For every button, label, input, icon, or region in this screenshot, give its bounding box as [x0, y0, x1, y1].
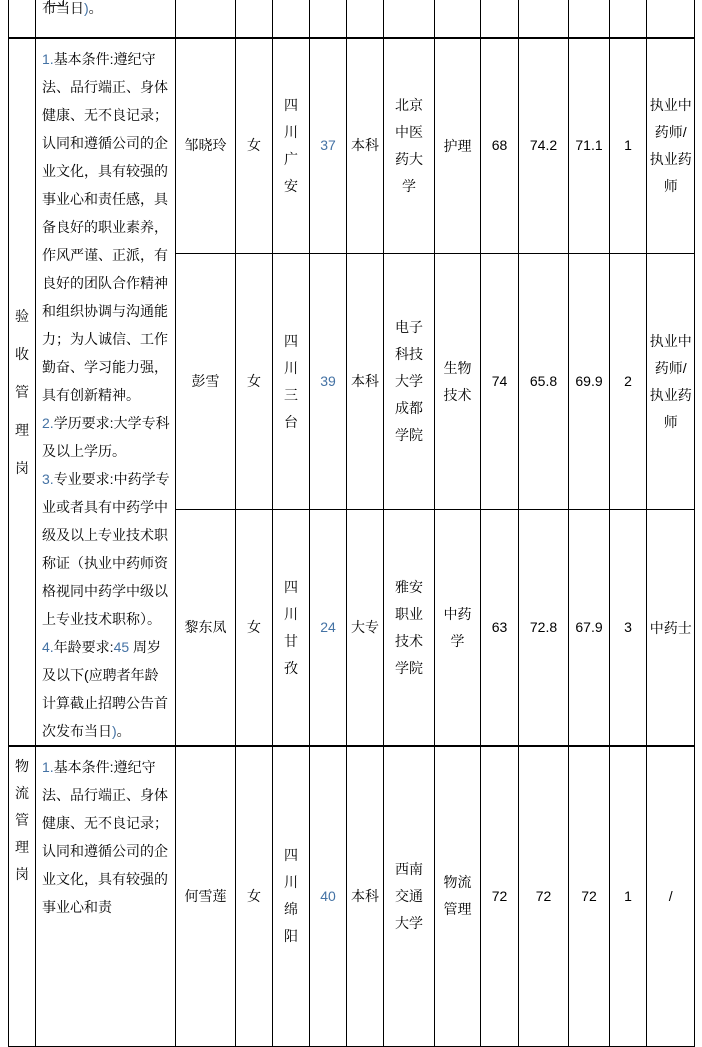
age-cell: 24 — [310, 510, 347, 746]
major-cell — [435, 510, 481, 746]
name-cell: 邹晓玲 — [176, 38, 236, 253]
position-cell — [9, 746, 36, 1046]
written-score-cell: 68 — [481, 38, 519, 253]
hometown-cell — [273, 38, 310, 253]
table-row — [9, 38, 695, 253]
school-text: 电子科技大学成都学院 — [395, 319, 423, 444]
certificate-text: 中药士 — [649, 619, 692, 636]
major-text: 护理 — [443, 137, 472, 154]
empty-cell — [481, 0, 519, 38]
requirement-item: 4.年龄要求:45 周岁及以下(应聘者年龄计算截止招聘公告首次发布当日)。 — [42, 639, 168, 739]
certificate-text: 执业中药师/执业药师 — [649, 332, 692, 430]
education-cell: 本科 — [347, 253, 384, 510]
hometown-cell — [273, 510, 310, 746]
requirement-item: 3.专业要求:中药学专业或者具有中药学中级及以上专业技术职称证（执业中药师资格视同中药学中级以上专业技术职称）。 — [42, 471, 170, 627]
age-cell: 39 — [310, 253, 347, 510]
hometown-text: 四川广安 — [283, 96, 298, 194]
empty-cell — [435, 0, 481, 38]
interview-score-cell: 65.8 — [519, 253, 569, 510]
name-cell: 彭雪 — [176, 253, 236, 510]
major-text: 生物技术 — [443, 359, 472, 403]
total-score-cell: 67.9 — [569, 510, 610, 746]
table-row — [9, 746, 695, 1046]
major-text: 物流管理 — [443, 874, 472, 918]
education-cell: 本科 — [347, 38, 384, 253]
hometown-text: 四川甘孜 — [283, 578, 298, 676]
school-text: 西南交通大学 — [395, 860, 423, 931]
requirements-tail-text: 布当日)。 — [42, 0, 103, 16]
major-cell — [435, 746, 481, 1046]
total-score-cell: 72 — [569, 746, 610, 1046]
empty-cell — [519, 0, 569, 38]
certificate-cell — [647, 746, 695, 1046]
rank-cell: 1 — [610, 38, 647, 253]
requirement-item: 1.基本条件:遵纪守法、品行端正、身体健康、无不良记录；认同和遵循公司的企业文化，具有较强的事业心和责任感，具备良好的职业素养，作风严谨、正派，有良好的团队合作精神和组织协调与沟通能力；为人诚信、工作勤奋、学习能力强，具有创新精神。 — [42, 51, 168, 403]
major-cell — [435, 253, 481, 510]
certificate-cell — [647, 253, 695, 510]
education-cell: 本科 — [347, 746, 384, 1046]
hometown-cell — [273, 746, 310, 1046]
total-score-cell: 69.9 — [569, 253, 610, 510]
table-row — [9, 0, 695, 38]
requirements-cell — [36, 746, 176, 1046]
age-cell: 37 — [310, 38, 347, 253]
name-cell: 何雪莲 — [176, 746, 236, 1046]
written-score-cell: 63 — [481, 510, 519, 746]
empty-cell — [347, 0, 384, 38]
certificate-text: 执业中药师/执业药师 — [649, 96, 692, 194]
hometown-text: 四川绵阳 — [283, 847, 298, 945]
gender-cell: 女 — [236, 510, 273, 746]
hometown-text: 四川三台 — [283, 332, 298, 430]
empty-cell — [384, 0, 435, 38]
empty-cell — [310, 0, 347, 38]
empty-cell — [569, 0, 610, 38]
requirement-item: 2.学历要求:大学专科及以上学历。 — [42, 415, 170, 459]
interview-score-cell: 74.2 — [519, 38, 569, 253]
position-cell — [9, 0, 36, 38]
written-score-cell: 74 — [481, 253, 519, 510]
certificate-cell — [647, 510, 695, 746]
requirements-cell — [36, 38, 176, 746]
school-cell — [384, 38, 435, 253]
cropped-character-fragment — [49, 0, 64, 6]
age-cell: 40 — [310, 746, 347, 1046]
requirement-item: 1.基本条件:遵纪守法、品行端正、身体健康、无不良记录；认同和遵循公司的企业文化，具有较强的事业心和责 — [42, 759, 168, 915]
position-label: 物流管理岗 — [14, 758, 29, 882]
education-cell: 大专 — [347, 510, 384, 746]
rank-cell: 1 — [610, 746, 647, 1046]
interview-score-cell: 72 — [519, 746, 569, 1046]
school-text: 北京中医药大学 — [395, 96, 423, 194]
name-cell: 黎东凤 — [176, 510, 236, 746]
rank-cell: 3 — [610, 510, 647, 746]
empty-cell — [647, 0, 695, 38]
major-cell — [435, 38, 481, 253]
position-cell — [9, 38, 36, 746]
empty-cell — [273, 0, 310, 38]
school-cell — [384, 253, 435, 510]
gender-cell: 女 — [236, 38, 273, 253]
position-label: 验收管理岗 — [14, 308, 29, 476]
written-score-cell: 72 — [481, 746, 519, 1046]
document-page — [8, 0, 702, 1047]
interview-score-cell: 72.8 — [519, 510, 569, 746]
recruitment-results-table — [8, 0, 695, 1047]
gender-cell: 女 — [236, 746, 273, 1046]
empty-cell — [176, 0, 236, 38]
certificate-cell — [647, 38, 695, 253]
hometown-cell — [273, 253, 310, 510]
total-score-cell: 71.1 — [569, 38, 610, 253]
certificate-text: / — [668, 888, 673, 905]
major-text: 中药学 — [443, 605, 472, 649]
rank-cell: 2 — [610, 253, 647, 510]
empty-cell — [610, 0, 647, 38]
empty-cell — [236, 0, 273, 38]
school-text: 雅安职业技术学院 — [395, 578, 423, 676]
gender-cell: 女 — [236, 253, 273, 510]
school-cell — [384, 746, 435, 1046]
school-cell — [384, 510, 435, 746]
